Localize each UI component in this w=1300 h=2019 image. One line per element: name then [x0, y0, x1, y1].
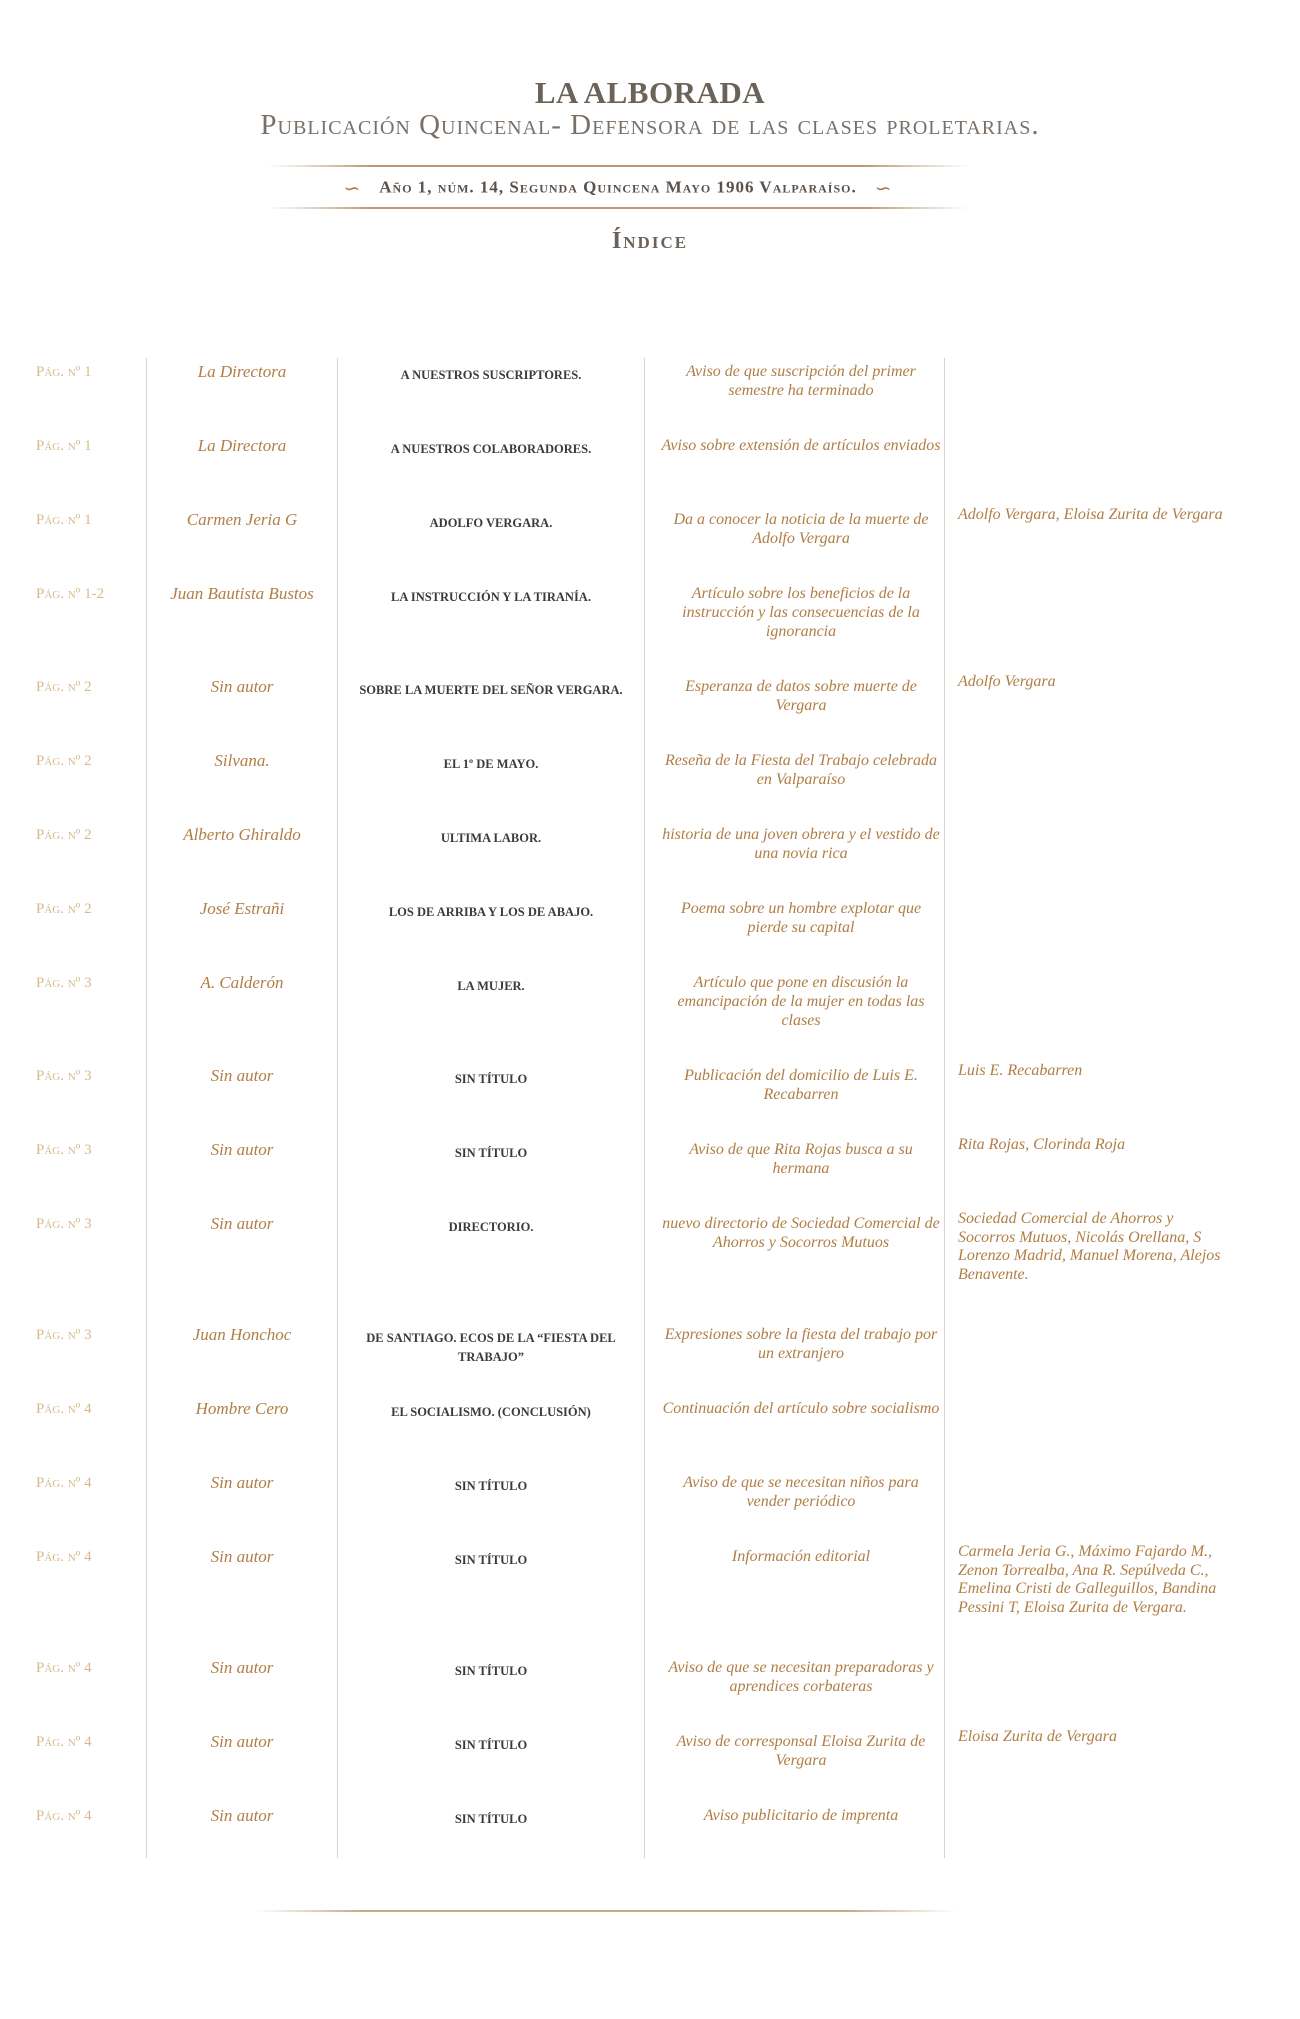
article-title: SIN TÍTULO	[454, 1146, 528, 1160]
article-author: Sin autor	[210, 1547, 274, 1566]
mentioned-names: Rita Rojas, Clorinda Roja	[958, 1136, 1126, 1153]
article-author: Juan Honchoc	[192, 1325, 292, 1344]
page-number: Pág. nº 2	[36, 827, 92, 843]
page-number: Pág. nº 1-2	[36, 586, 105, 602]
article-title: DE SANTIAGO. ECOS DE LA “FIESTA DEL TRABAJO”	[366, 1331, 616, 1364]
masthead	[0, 76, 1300, 140]
article-title: A NUESTROS SUSCRIPTORES.	[400, 368, 582, 382]
article-author: La Directora	[197, 362, 287, 381]
flourish-left-icon: ∽	[343, 178, 362, 200]
article-title: EL SOCIALISMO. (CONCLUSIÓN)	[391, 1405, 591, 1419]
page-number: Pág. nº 4	[36, 1475, 92, 1491]
article-author: Sin autor	[210, 1140, 274, 1159]
column-divider	[146, 358, 147, 1858]
article-description: Reseña de la Fiesta del Trabajo celebrada en Valparaíso	[665, 752, 937, 788]
article-title: LA MUJER.	[457, 979, 525, 993]
page-number: Pág. nº 3	[36, 975, 92, 991]
article-title: SIN TÍTULO	[454, 1479, 528, 1493]
mentioned-names: Carmela Jeria G., Máximo Fajardo M., Zenon Torrealba, Ana R. Sepúlveda C., Emelina Cristi de Galleguillos, Bandina Pessini T, Eloisa Zurita de Vergara.	[958, 1543, 1217, 1616]
article-author: Carmen Jeria G	[186, 510, 298, 529]
divider	[268, 165, 968, 167]
page-number: Pág. nº 1	[36, 512, 92, 528]
article-title: ADOLFO VERGARA.	[429, 516, 553, 530]
page-number: Pág. nº 4	[36, 1549, 92, 1565]
article-title: SIN TÍTULO	[454, 1553, 528, 1567]
page-number: Pág. nº 3	[36, 1068, 92, 1084]
article-description: Poema sobre un hombre explotar que pierde su capital	[680, 900, 922, 936]
article-description: Esperanza de datos sobre muerte de Vergara	[685, 678, 917, 714]
mentioned-names: Sociedad Comercial de Ahorros y Socorros Mutuos, Nicolás Orellana, S Lorenzo Madrid, Manuel Morena, Alejos Benavente.	[958, 1210, 1221, 1283]
article-author: Sin autor	[210, 1732, 274, 1751]
page-number: Pág. nº 2	[36, 753, 92, 769]
article-author: José Estrañi	[199, 899, 285, 918]
article-author: Silvana.	[214, 751, 270, 770]
page-number: Pág. nº 4	[36, 1660, 92, 1676]
article-description: Aviso publicitario de imprenta	[703, 1807, 899, 1824]
article-description: Aviso de que suscripción del primer semestre ha terminado	[686, 363, 916, 399]
article-description: Aviso sobre extensión de artículos enviados	[661, 437, 941, 454]
page-number: Pág. nº 4	[36, 1808, 92, 1824]
mentioned-names: Eloisa Zurita de Vergara	[958, 1728, 1117, 1745]
publication-title: LA ALBORADA	[534, 75, 766, 110]
article-description: Publicación del domicilio de Luis E. Recabarren	[684, 1067, 918, 1103]
article-title: DIRECTORIO.	[448, 1220, 534, 1234]
article-description: Aviso de que se necesitan niños para vender periódico	[683, 1474, 919, 1510]
mentioned-names: Luis E. Recabarren	[958, 1062, 1083, 1079]
article-author: La Directora	[197, 436, 287, 455]
article-author: Sin autor	[210, 1214, 274, 1233]
index-heading: Índice	[611, 228, 689, 254]
issue-line	[268, 176, 968, 201]
page-number: Pág. nº 3	[36, 1216, 92, 1232]
footer-divider	[256, 1910, 956, 1912]
issue-info: Año 1, núm. 14, Segunda Quincena Mayo 1906 Valparaíso.	[379, 177, 857, 197]
article-title: SIN TÍTULO	[454, 1072, 528, 1086]
page-number: Pág. nº 3	[36, 1142, 92, 1158]
article-author: Sin autor	[210, 1473, 274, 1492]
page-number: Pág. nº 2	[36, 679, 92, 695]
page-number: Pág. nº 4	[36, 1734, 92, 1750]
article-title: EL 1º DE MAYO.	[443, 757, 539, 771]
article-title: SIN TÍTULO	[454, 1738, 528, 1752]
article-author: A. Calderón	[200, 973, 284, 992]
mentioned-names: Adolfo Vergara, Eloisa Zurita de Vergara	[958, 506, 1223, 523]
article-author: Sin autor	[210, 1806, 274, 1825]
publication-subtitle: Publicación Quincenal- Defensora de las clases proletarias.	[260, 109, 1040, 141]
article-description: Expresiones sobre la fiesta del trabajo por un extranjero	[664, 1326, 938, 1362]
column-divider	[644, 358, 645, 1858]
article-description: Artículo sobre los beneficios de la instrucción y las consecuencias de la ignorancia	[682, 585, 920, 640]
article-title: LA INSTRUCCIÓN Y LA TIRANÍA.	[391, 590, 591, 604]
article-author: Sin autor	[210, 1658, 274, 1677]
page-number: Pág. nº 1	[36, 438, 92, 454]
article-description: nuevo directorio de Sociedad Comercial de Ahorros y Socorros Mutuos	[662, 1215, 940, 1251]
article-title: SIN TÍTULO	[454, 1812, 528, 1826]
page-number: Pág. nº 1	[36, 364, 92, 380]
article-description: Da a conocer la noticia de la muerte de Adolfo Vergara	[673, 511, 929, 547]
page-number: Pág. nº 2	[36, 901, 92, 917]
article-title: A NUESTROS COLABORADORES.	[390, 442, 592, 456]
article-author: Hombre Cero	[195, 1399, 289, 1418]
divider	[268, 207, 968, 209]
article-title: SIN TÍTULO	[454, 1664, 528, 1678]
mentioned-names: Adolfo Vergara	[958, 673, 1056, 690]
page-number: Pág. nº 4	[36, 1401, 92, 1417]
page-number: Pág. nº 3	[36, 1327, 92, 1343]
article-author: Sin autor	[210, 677, 274, 696]
article-description: Aviso de corresponsal Eloisa Zurita de Vergara	[676, 1733, 926, 1769]
flourish-right-icon: ∽	[874, 178, 893, 200]
article-author: Juan Bautista Bustos	[170, 584, 314, 603]
article-title: ULTIMA LABOR.	[440, 831, 542, 845]
article-description: Continuación del artículo sobre socialismo	[662, 1400, 940, 1417]
issue-band	[268, 165, 968, 209]
column-divider	[944, 358, 945, 1858]
column-divider	[337, 358, 338, 1858]
article-author: Alberto Ghiraldo	[183, 825, 301, 844]
article-title: SOBRE LA MUERTE DEL SEÑOR VERGARA.	[359, 683, 623, 697]
article-author: Sin autor	[210, 1066, 274, 1085]
article-description: historia de una joven obrera y el vestido de una novia rica	[662, 826, 940, 862]
article-description: Aviso de que Rita Rojas busca a su hermana	[689, 1141, 913, 1177]
article-description: Aviso de que se necesitan preparadoras y aprendices corbateras	[668, 1659, 934, 1695]
article-description: Artículo que pone en discusión la emancipación de la mujer en todas las clases	[677, 974, 925, 1029]
article-title: LOS DE ARRIBA Y LOS DE ABAJO.	[388, 905, 594, 919]
article-description: Información editorial	[731, 1548, 871, 1565]
